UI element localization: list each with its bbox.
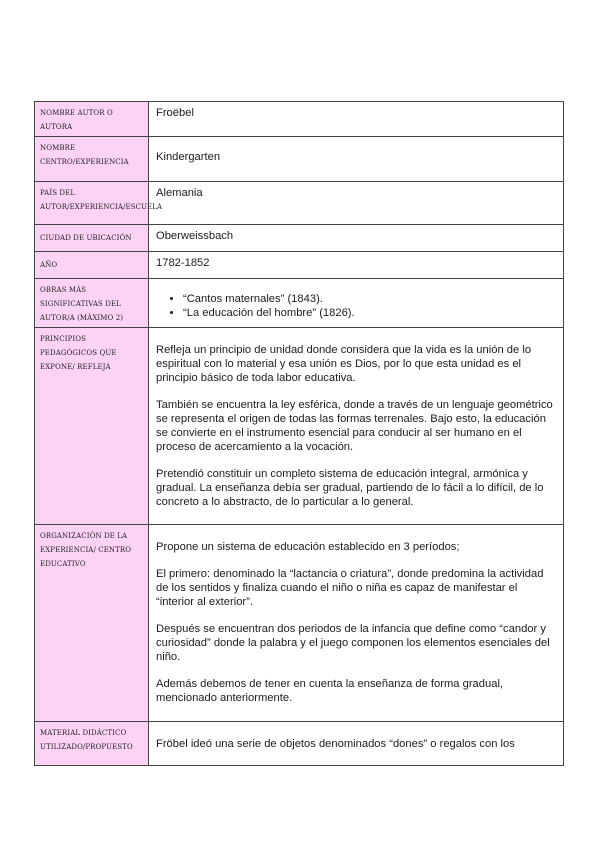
center-name-text: Kindergarten [156, 151, 221, 163]
works-list [156, 292, 557, 320]
table-row [35, 722, 564, 766]
center-name-value [149, 137, 564, 182]
material-label: MATERIAL DIDÁCTICO UTILIZADO/PROPUESTO [35, 722, 149, 766]
list-item: • “La educación del hombre” (1826). [183, 306, 557, 320]
table-row [35, 525, 564, 722]
year-label: AÑO [35, 252, 149, 279]
city-value: Oberweissbach [149, 225, 564, 252]
table-row [35, 137, 564, 182]
paragraph: También se encuentra la ley esférica, donde a través de un lenguaje geométrico se representa el origen de todas las formas terrenales. Bajo esto, la educación se convierte en el instrumento esencial para conducir al ser humano en el proceso de acercamiento a la vocación. [156, 399, 553, 453]
author-name-label: NOMBRE AUTOR O AUTORA [35, 102, 149, 137]
paragraph: Después se encuentran dos periodos de la infancia que define como “candor y curiosidad” donde la palabra y el juego componen los elementos esenciales del niño. [156, 623, 550, 663]
organization-label: ORGANIZACIÓN DE LA EXPERIENCIA/ CENTRO EDUCATIVO [35, 525, 149, 722]
table-row [35, 102, 564, 137]
city-label: CIUDAD DE UBICACIÓN [35, 225, 149, 252]
table-row [35, 252, 564, 279]
paragraph: El primero: denominado la “lactancia o criatura”, donde predomina la actividad de los sentidos y finaliza cuando el niño o niña es capaz de manifestar el “interior al exterior”. [156, 568, 544, 608]
paragraph: Además debemos de tener en cuenta la enseñanza de forma gradual, mencionado anteriormente. [156, 678, 504, 704]
principles-label: PRINCIPIOS PEDAGÓGICOS QUE EXPONE/ REFLEJA [35, 328, 149, 525]
paragraph: Refleja un principio de unidad donde considera que la vida es la unión de lo espiritual con lo material y esa unión es Dios, por lo que esta unidad es el principio básico de toda labor educativa. [156, 344, 532, 384]
list-item: • “Cantos maternales” (1843). [183, 292, 557, 306]
material-value [149, 722, 564, 766]
table-row [35, 225, 564, 252]
paragraph: Fröbel ideó una serie de objetos denominados “dones” o regalos con los [156, 738, 515, 750]
year-value: 1782-1852 [149, 252, 564, 279]
paragraph: Pretendió constituir un completo sistema de educación integral, armónica y gradual. La enseñanza debía ser gradual, partiendo de lo fácil a lo difícil, de lo concreto a lo abstracto, de lo particular a lo general. [156, 468, 544, 508]
author-info-table [34, 101, 564, 766]
table-row [35, 328, 564, 525]
works-label: OBRAS MÁS SIGNIFICATIVAS DEL AUTOR/A (MÁXIMO 2) [35, 279, 149, 328]
works-value [149, 279, 564, 328]
author-name-value: Froëbel [149, 102, 564, 137]
principles-value [149, 328, 564, 525]
country-value: Alemania [149, 182, 564, 225]
country-label: PAÍS DEL AUTOR/EXPERIENCIA/ESCUELA [35, 182, 149, 225]
center-name-label: NOMBRE CENTRO/EXPERIENCIA [35, 137, 149, 182]
organization-value [149, 525, 564, 722]
table-row [35, 279, 564, 328]
table-row [35, 182, 564, 225]
paragraph: Propone un sistema de educación establecido en 3 períodos; [156, 541, 460, 553]
